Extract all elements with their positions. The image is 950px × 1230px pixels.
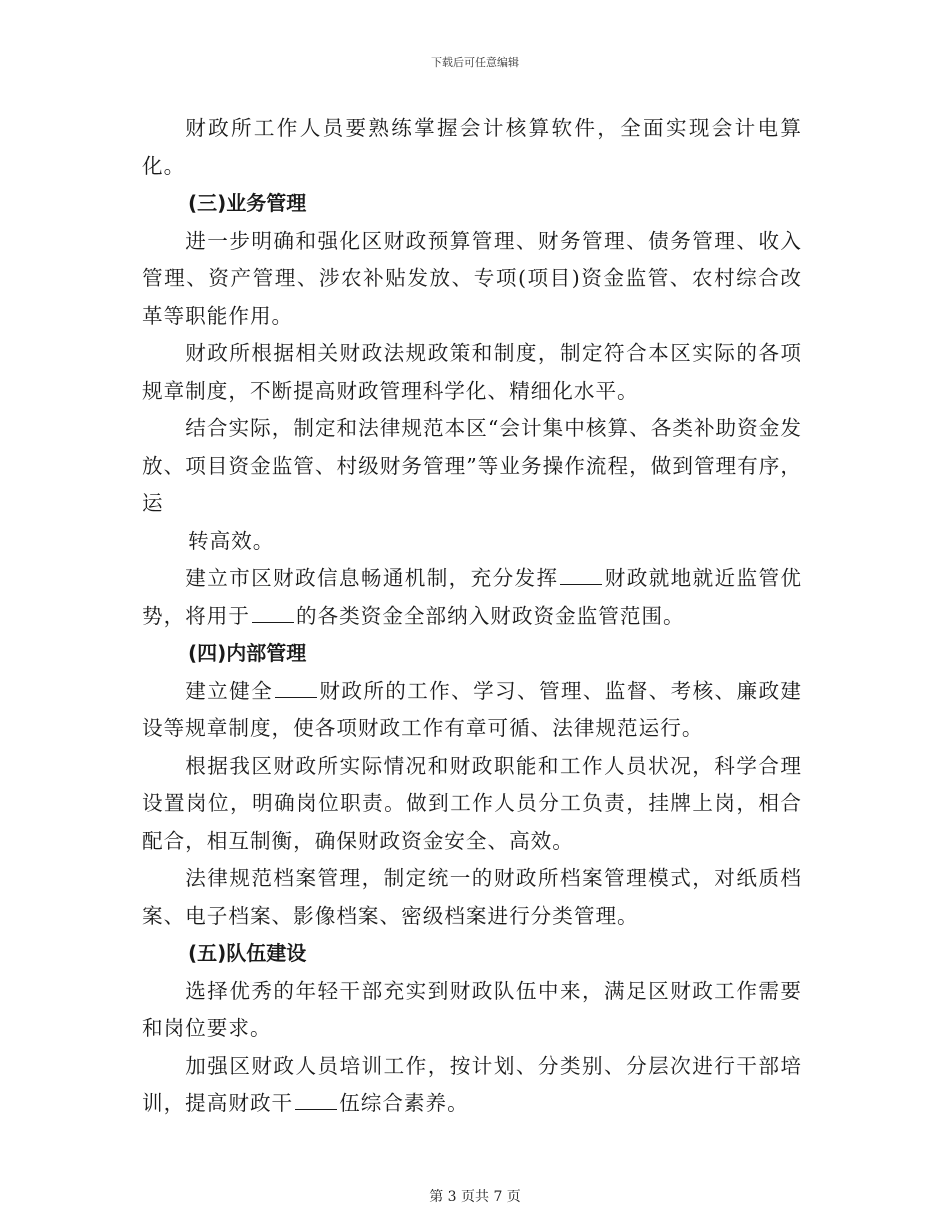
paragraph: 财政所工作人员要熟练掌握会计核算软件，全面实现会计电算化。	[142, 116, 802, 178]
blank-underline	[275, 679, 317, 698]
text-run: 伍综合素养。	[339, 1091, 469, 1115]
blank-underline	[560, 566, 602, 585]
paragraph: 法律规范档案管理，制定统一的财政所档案管理模式，对纸质档案、电子档案、影像档案、密级档案进行分类管理。	[142, 866, 802, 928]
paragraph: 根据我区财政所实际情况和财政职能和工作人员状况，科学合理设置岗位，明确岗位职责。做到工作人员分工负责，挂牌上岗，相合配合，相互制衡，确保财政资金安全、高效。	[142, 753, 802, 853]
page-header: 下载后可任意编辑	[431, 56, 519, 69]
paragraph	[142, 1048, 802, 1123]
paragraph: 财政所根据相关财政法规政策和制度，制定符合本区实际的各项规章制度，不断提高财政管理科学化、精细化水平。	[142, 341, 802, 403]
paragraph	[142, 673, 802, 748]
paragraph: 转高效。	[188, 528, 275, 553]
paragraph: 选择优秀的年轻干部充实到财政队伍中来，满足区财政工作需要和岗位要求。	[142, 978, 802, 1040]
text-run: 建立市区财政信息畅通机制，充分发挥	[185, 566, 559, 590]
document-body	[142, 110, 802, 1123]
section-heading: (五)队伍建设	[188, 941, 307, 965]
section-heading: (四)内部管理	[188, 641, 307, 665]
paragraph: 进一步明确和强化区财政预算管理、财务管理、债务管理、收入管理、资产管理、涉农补贴发放、专项(项目)资金监管、农村综合改革等职能作用。	[142, 228, 802, 328]
text-run: 加强区财政人员培训工作，按计划、分类别、分层次进行干部培训，提高财政干	[142, 1053, 802, 1115]
text-run: 的各类资金全部纳入财政资金监管范围。	[295, 603, 685, 628]
text-run: 建立健全	[185, 678, 274, 703]
page-footer: 第 3 页共 7 页	[429, 1189, 521, 1205]
section-heading: (三)业务管理	[188, 191, 307, 215]
blank-underline	[295, 1091, 337, 1110]
paragraph	[142, 560, 802, 635]
blank-underline	[252, 604, 294, 623]
text-run: 财政所的工作、学习、管理、监督、考核、廉政建设等规章制度，使各项财政工作有章可循、法律规范运行。	[142, 678, 803, 740]
paragraph: 结合实际，制定和法律规范本区“会计集中核算、各类补助资金发放、项目资金监管、村级财务管理”等业务操作流程，做到管理有序，运	[142, 416, 802, 515]
text-run: 财政就地就近监管优势，将用于	[142, 566, 803, 628]
